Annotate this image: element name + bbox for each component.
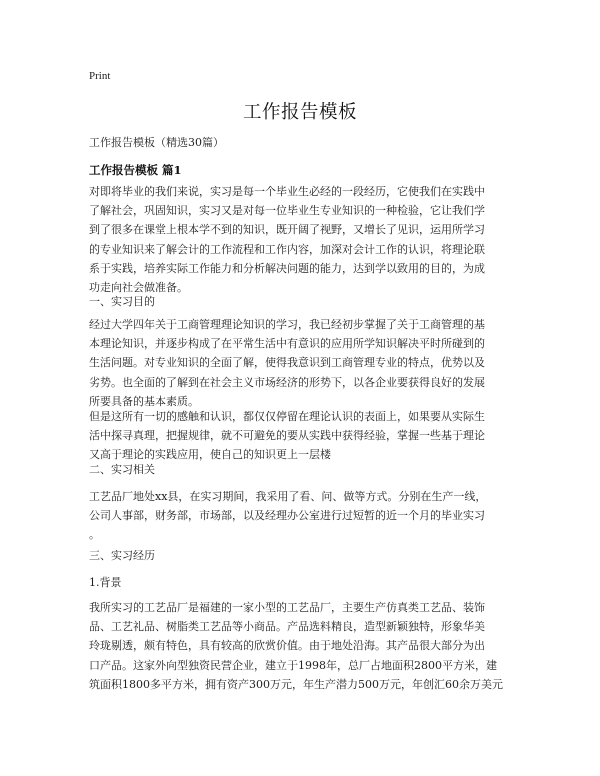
document-title: 工作报告模板 <box>242 102 357 123</box>
paragraph-line: 劣势。也全面的了解到在社会主义市场经济的形势下，以各企业要获得良好的发展 <box>89 375 485 389</box>
sub-heading-background: 1.背景 <box>89 576 122 589</box>
paragraph-line: 的专业知识来了解会计的工作流程和工作内容，加深对会计工作的认识，将理论联 <box>89 242 485 256</box>
paragraph-line: 生活问题。对专业知识的全面了解，使得我意识到工商管理专业的特点，优势以及 <box>89 356 485 370</box>
intro-paragraph <box>89 182 515 297</box>
section-title: 工作报告模板 篇1 <box>89 163 182 177</box>
paragraph-line: 工艺品厂地处xx县，在实习期间，我采用了看、问、做等方式。分别在生产一线， <box>89 490 487 503</box>
background-paragraph <box>89 598 515 694</box>
paragraph-line: 对即将毕业的我们来说，实习是每一个毕业生必经的一段经历，它使我们在实践中 <box>89 185 485 198</box>
paragraph-line: 又高于理论的实践应用，使自己的知识更上一层楼 <box>89 448 331 462</box>
paragraph-line: 我所实习的工艺品厂是福建的一家小型的工艺品厂，主要生产仿真类工艺品、装饰 <box>89 601 485 614</box>
paragraph-line: 功走向社会做准备。 <box>89 281 188 295</box>
print-label: Print <box>89 70 111 82</box>
purpose-paragraph-2 <box>89 407 515 465</box>
paragraph-line: 系于实践，培养实际工作能力和分析解决问题的能力，达到学以致用的目的，为成 <box>89 261 485 275</box>
heading-experience: 三、实习经历 <box>89 549 155 562</box>
paragraph-line: 公司人事部，财务部，市场部，以及经理办公室进行过短暂的近一个月的毕业实习 <box>89 509 485 523</box>
heading-related: 二、实习相关 <box>89 463 155 476</box>
paragraph-line: 口产品。这家外向型独资民营企业，建立于1998年，总厂占地面积2800平方米，建 <box>89 658 497 672</box>
paragraph-line: 但是这所有一切的感触和认识，都仅仅停留在理论认识的表面上，如果要从实际生 <box>89 410 485 423</box>
paragraph-line: 了解社会，巩固知识，实习又是对每一位毕业生专业知识的一种检验，它让我们学 <box>89 204 485 218</box>
paragraph-line: 所要具备的基本素质。 <box>89 394 199 408</box>
paragraph-line: 经过大学四年关于工商管理理论知识的学习，我已经初步掌握了关于工商管理的基 <box>89 318 485 331</box>
paragraph-line: 玲珑剔透，颇有特色，具有较高的欣赏价值。由于地处沿海。其产品很大部分为出 <box>89 639 485 653</box>
paragraph-line: 品、工艺礼品、树脂类工艺品等小商品。产品选料精良，造型新颖独特，形象华美 <box>89 620 485 634</box>
document-subtitle: 工作报告模板（精选30篇） <box>89 136 224 149</box>
purpose-paragraph <box>89 315 515 411</box>
paragraph-line: 到了很多在课堂上根本学不到的知识，既开阔了视野，又增长了见识，运用所学习 <box>89 223 485 237</box>
paragraph-line: 活中探寻真理，把握规律，就不可避免的要从实践中获得经验，掌握一些基于理论 <box>89 429 485 443</box>
paragraph-line: 。 <box>89 528 100 542</box>
heading-purpose: 一、实习目的 <box>89 295 155 308</box>
paragraph-line: 筑面积1800多平方米，拥有资产300万元，年生产潜力500万元，年创汇60余万美元 <box>89 677 503 691</box>
paragraph-line: 本理论知识，并逐步构成了在平常生活中有意识的应用所学知识解决平时所碰到的 <box>89 337 485 351</box>
related-paragraph <box>89 487 515 545</box>
